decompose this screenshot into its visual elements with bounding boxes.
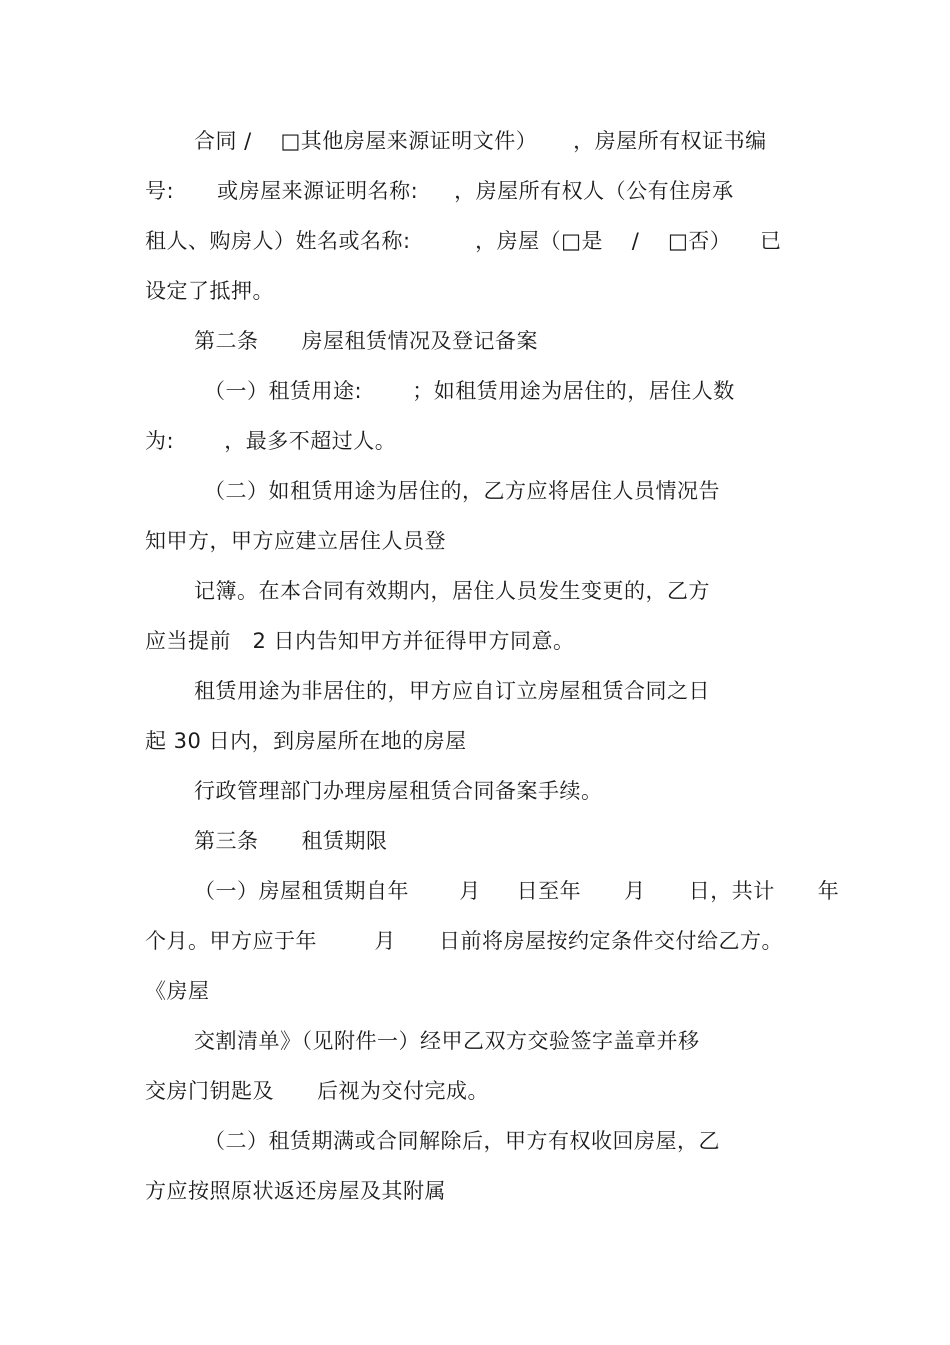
text-line: 知甲方，甲方应建立居住人员登 — [145, 529, 446, 553]
text-line: 起 30 日内，到房屋所在地的房屋 — [145, 729, 467, 753]
text-line: 租赁用途为非居住的，甲方应自订立房屋租赁合同之日 — [194, 679, 710, 703]
text-line: 记簿。在本合同有效期内，居住人员发生变更的，乙方 — [194, 579, 710, 603]
text-line: 为: ，最多不超过人。 — [145, 429, 397, 453]
text-line: 方应按照原状返还房屋及其附属 — [145, 1179, 446, 1203]
text-line: （二）如租赁用途为居住的，乙方应将居住人员情况告 — [204, 479, 720, 503]
text-line: 交割清单》（见附件一）经甲乙双方交验签字盖章并移 — [194, 1029, 700, 1053]
text-line: 行政管理部门办理房屋租赁合同备案手续。 — [194, 779, 603, 803]
text-line: （二）租赁期满或合同解除后，甲方有权收回房屋，乙 — [204, 1129, 720, 1153]
text-line: 个月。甲方应于年 月 日前将房屋按约定条件交付给乙方。 — [145, 929, 783, 953]
text-line: 应当提前 2 日内告知甲方并征得甲方同意。 — [145, 629, 575, 653]
text-line: 号: 或房屋来源证明名称: ，房屋所有权人（公有住房承 — [145, 179, 734, 203]
text-line: 合同 / □其他房屋来源证明文件） ，房屋所有权证书编 — [194, 129, 767, 153]
text-line: 租人、购房人）姓名或名称: ，房屋（□是 / □否） 已 — [145, 229, 782, 253]
text-line: 设定了抵押。 — [145, 279, 274, 303]
text-line: （一）房屋租赁期自年 月 日至年 月 日，共计 年 — [194, 879, 840, 903]
text-line: 《房屋 — [145, 979, 210, 1003]
text-line: （一）租赁用途: ；如租赁用途为居住的，居住人数 — [204, 379, 735, 403]
text-line: 交房门钥匙及 后视为交付完成。 — [145, 1079, 490, 1103]
section-heading-article-2: 第二条 房屋租赁情况及登记备案 — [194, 329, 539, 353]
section-heading-article-3: 第三条 租赁期限 — [194, 829, 388, 853]
